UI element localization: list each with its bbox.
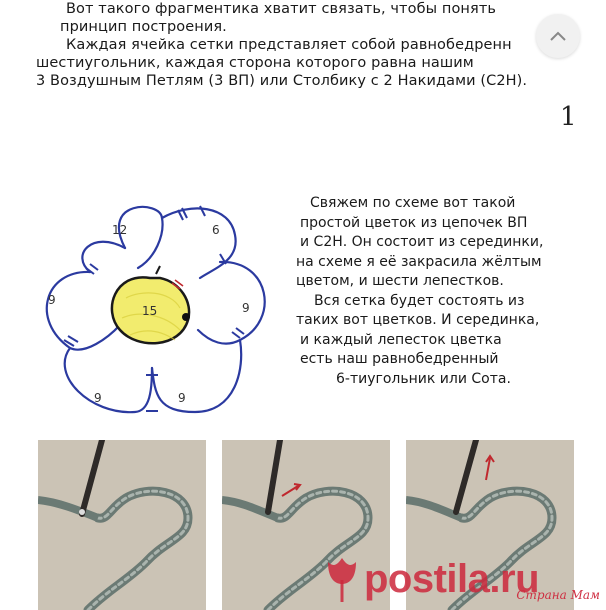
watermark-text: postila.ru — [364, 556, 540, 601]
intro-line: Вот такого фрагментика хватит связать, чтобы понять — [66, 1, 497, 17]
description-line: и С2Н. Он состоит из серединки, — [300, 234, 544, 250]
description-line: на схеме я её закрасила жёлтым — [296, 253, 542, 270]
description-line: и каждый лепесток цветка — [300, 331, 502, 348]
description-line: Вся сетка будет состоять из — [314, 292, 525, 309]
petal-label: 9 — [94, 391, 102, 405]
description-line: простой цветок из цепочек ВП — [300, 214, 528, 231]
description-line: есть наш равнобедренный — [300, 351, 499, 367]
petal-label: 6 — [212, 223, 220, 237]
flower-diagram — [30, 190, 280, 425]
intro-line: шестиугольник, каждая сторона которого равна нашим — [36, 55, 474, 71]
petal-label: 9 — [48, 293, 56, 307]
center-label: 15 — [142, 304, 158, 318]
intro-line: 3 Воздушным Петлям (3 ВП) или Столбику с 2 Накидами (С2Н). — [36, 73, 528, 89]
description-text — [296, 194, 596, 389]
petal-bottom-right — [152, 340, 241, 412]
watermark — [320, 548, 606, 610]
step-photo-1 — [38, 440, 206, 610]
petal-label: 12 — [112, 223, 128, 237]
description-line: Свяжем по схеме вот такой — [310, 195, 516, 211]
petal-top-right — [162, 208, 236, 278]
petal-label: 9 — [178, 391, 186, 405]
intro-text — [36, 0, 576, 90]
page-number: 1 — [560, 102, 577, 132]
petal-top-left — [119, 207, 163, 268]
petal-label: 9 — [242, 301, 250, 315]
chevron-up-icon — [549, 30, 567, 42]
description-line: цветом, и шести лепестков. — [296, 273, 504, 289]
tulip-logo-icon — [320, 554, 364, 604]
scroll-to-top-button[interactable] — [536, 14, 580, 58]
intro-line: принцип построения. — [60, 19, 227, 35]
description-line: 6-тиугольник или Сота. — [336, 370, 511, 387]
intro-line: Каждая ячейка сетки представляет собой равнобедренн — [66, 37, 512, 53]
petal-left — [47, 272, 120, 350]
description-line: таких вот цветков. И серединка, — [296, 312, 540, 328]
petal-bottom-left — [65, 348, 152, 412]
watermark-subtext: Страна Мам — [516, 588, 600, 602]
